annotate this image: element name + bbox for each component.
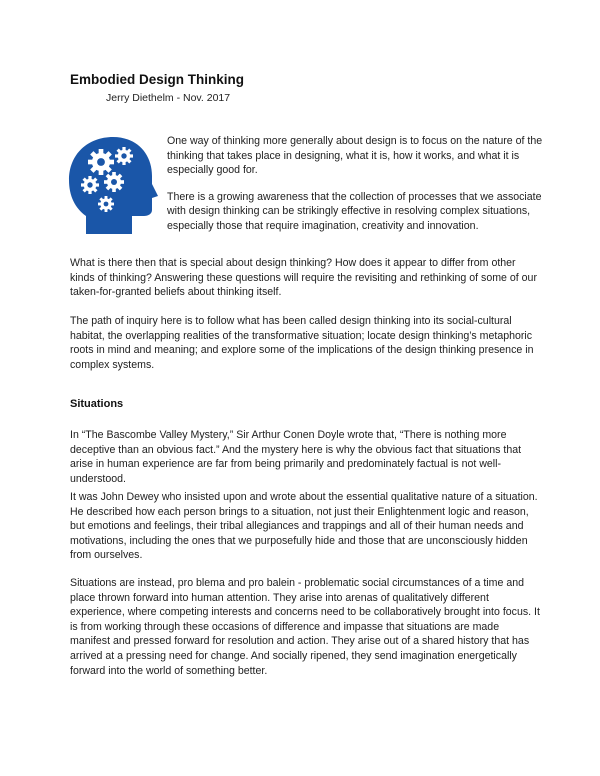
section-heading-situations: Situations <box>70 398 124 410</box>
document-title: Embodied Design Thinking <box>70 72 245 87</box>
body-paragraph: The path of inquiry here is to follow what has been called design thinking into its social-cultural habitat, the overlapping realities of the transformative situation; locate design thinking’s metaphoric roots in mind and meaning; and explore some of the implications of the design thinking presence in complex systems. <box>70 315 534 371</box>
body-paragraph: It was John Dewey who insisted upon and wrote about the essential qualitative nature of a situation. He described how each person brings to a situation, not just their Enlightenment logic and reason, but emotions and feelings, their tribal allegiances and trappings and all of their human needs and motivations, including the ones that we purposefully hide and those that are unconsciously hidden from ourselves. <box>70 491 538 562</box>
body-paragraph: What is there then that is special about design thinking? How does it appear to differ from other kinds of thinking? Answering these questions will require the revisiting and rethinking of some of our taken-for-granted beliefs about thinking itself. <box>70 257 537 299</box>
situations-paragraph-3-block <box>70 576 540 678</box>
body-paragraph: Situations are instead, pro blema and pro balein - problematic social circumstances of a time and place thrown forward into human attention. They arise into arenas of qualitatively different experience, where competing interests and concerns need to be collaboratively brought into focus. It is from working through these occasions of difference and impasse that situations are made manifest and pressed forward for resolution and action. They arise out of a shared history that has arrived at a pressing need for change. And socially ripened, they send imagination energetically forward into the world of something better. <box>70 577 540 677</box>
body-paragraph: In “The Bascombe Valley Mystery,” Sir Arthur Conen Doyle wrote that, “There is nothing more deceptive than an obvious fact.” And the mystery here is why the obvious fact that situations that arise in human experience are far from being primarily and predominately factual is not well-understood. <box>70 429 522 485</box>
body-paragraph-1-block <box>70 256 540 300</box>
intro-section <box>167 134 547 234</box>
head-with-gears-icon <box>66 132 158 236</box>
author-line: Jerry Diethelm - Nov. 2017 <box>106 92 231 104</box>
situations-paragraph-1-block <box>70 428 540 486</box>
situations-paragraph-2-block <box>70 490 540 563</box>
intro-paragraph-2: There is a growing awareness that the collection of processes that we associate with design thinking can be strikingly effective in resolving complex situations, especially those that require imagination, creativity and innovation. <box>167 190 542 232</box>
intro-paragraph-1: One way of thinking more generally about design is to focus on the nature of the thinking that takes place in designing, what it is, how it works, and what it is especially good for. <box>167 135 543 177</box>
body-paragraph-2-block <box>70 314 540 372</box>
